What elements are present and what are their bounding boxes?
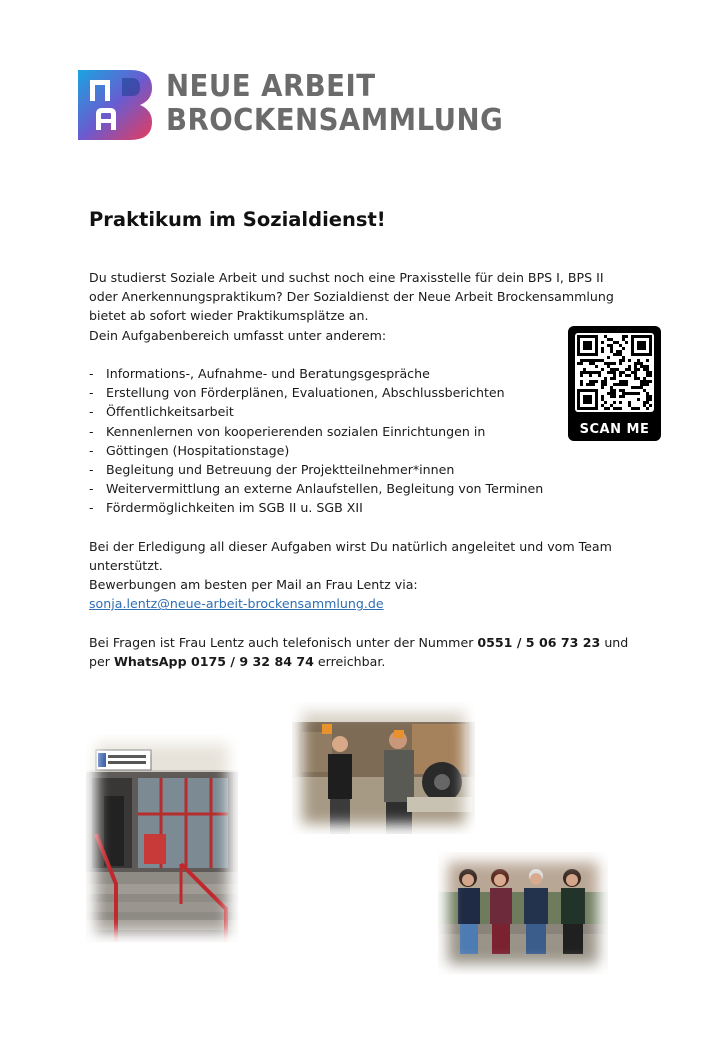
list-item: - Göttingen (Hospitationstage) (89, 442, 290, 458)
contact-line-1: Bei Fragen ist Frau Lentz auch telefonisch unter der Nummer 0551 / 5 06 73 23 und (89, 634, 629, 650)
qr-code[interactable] (568, 326, 661, 441)
qr-code-icon (575, 333, 654, 412)
list-item: - Erstellung von Förderplänen, Evaluationen, Abschlussberichten (89, 385, 505, 401)
intro-line-3: bietet ab sofort wieder Praktikumsplätze an. (89, 308, 369, 324)
workshop-photo (292, 702, 475, 834)
contact-line-2: per WhatsApp 0175 / 9 32 84 74 erreichbar. (89, 654, 386, 670)
brand-logo (78, 69, 504, 144)
intro-line-4: Dein Aufgabenbereich umfasst unter anderem: (89, 327, 387, 343)
whatsapp-number: WhatsApp 0175 / 9 32 84 74 (113, 654, 314, 670)
qr-matrix (575, 333, 654, 412)
logo-text (166, 70, 503, 138)
support-line-1: Bei der Erledigung all dieser Aufgaben wirst Du natürlich angeleitet und vom Team (89, 538, 612, 554)
list-item: - Fördermöglichkeiten im SGB II u. SGB XII (89, 500, 363, 516)
list-item: - Öffentlichkeitsarbeit (89, 404, 234, 420)
entrance-photo (86, 734, 238, 942)
logo-mark-icon (78, 70, 152, 140)
intro-line-2: oder Anerkennungspraktikum? Der Sozialdienst der Neue Arbeit Brockensammlung (89, 289, 614, 305)
email-link[interactable]: sonja.lentz@neue-arbeit-brockensammlung.de (89, 596, 384, 612)
page-title: Praktikum im Sozialdienst! (89, 208, 386, 231)
list-item: - Informations-, Aufnahme- und Beratungsgespräche (89, 366, 430, 381)
qr-label: SCAN ME (579, 422, 650, 437)
task-list (89, 364, 649, 518)
phone-number: 0551 / 5 06 73 23 (477, 634, 601, 650)
support-line-2: unterstützt. (89, 558, 163, 574)
team-photo (438, 852, 608, 974)
main-content (89, 268, 649, 671)
logo-line-2: BROCKENSAMMLUNG (166, 103, 504, 138)
logo-line-1: NEUE ARBEIT (166, 69, 376, 104)
list-item: - Weitervermittlung an externe Anlaufstellen, Begleitung von Terminen (89, 481, 544, 497)
support-line-3: Bewerbungen am besten per Mail an Frau Lentz via: (89, 577, 418, 593)
list-item: - Begleitung und Betreuung der Projektteilnehmer*innen (89, 462, 455, 478)
list-item: - Kennenlernen von kooperierenden sozialen Einrichtungen in (89, 423, 486, 439)
intro-line-1: Du studierst Soziale Arbeit und suchst noch eine Praxisstelle für dein BPS I, BPS II (89, 270, 604, 285)
